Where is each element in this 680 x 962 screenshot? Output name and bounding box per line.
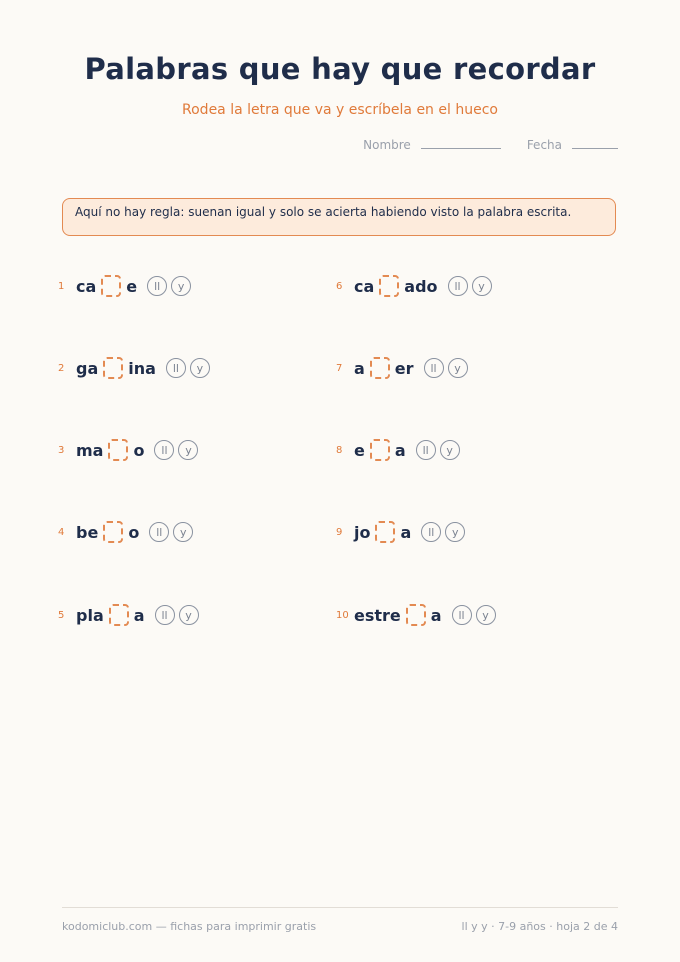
- word: [354, 357, 414, 379]
- exercise-item: [336, 518, 465, 546]
- letter-blank[interactable]: [103, 521, 123, 543]
- option-y[interactable]: y: [476, 605, 496, 625]
- option-y[interactable]: y: [472, 276, 492, 296]
- option-ll[interactable]: ll: [147, 276, 167, 296]
- exercise-item: [58, 601, 199, 629]
- page-title: Palabras que hay que recordar: [84, 52, 596, 86]
- exercise-item: [336, 436, 460, 464]
- exercise-item: [58, 272, 191, 300]
- item-number: 2: [58, 362, 65, 374]
- item-number: 1: [58, 280, 65, 292]
- option-y[interactable]: y: [440, 440, 460, 460]
- name-label: Nombre: [363, 138, 411, 152]
- word-end: a: [133, 605, 145, 625]
- item-number: 7: [336, 362, 343, 374]
- word: [76, 357, 156, 379]
- word-start: e: [354, 440, 365, 460]
- word-start: ca: [354, 276, 375, 296]
- word: [354, 604, 442, 626]
- letter-options: [421, 522, 465, 542]
- word-start: a: [354, 358, 365, 378]
- word-end: ado: [404, 276, 438, 296]
- item-number: 9: [336, 526, 343, 538]
- letter-options: [149, 522, 193, 542]
- letter-blank[interactable]: [370, 439, 390, 461]
- word-end: a: [400, 522, 412, 542]
- word: [354, 275, 438, 297]
- item-number: 10: [336, 609, 349, 621]
- word: [76, 521, 139, 543]
- name-blank[interactable]: [421, 138, 501, 149]
- option-ll[interactable]: ll: [448, 276, 468, 296]
- rule-text: Aquí no hay regla: suenan igual y solo se acierta habiendo visto la palabra escrita.: [75, 205, 572, 219]
- word-end: a: [394, 440, 406, 460]
- option-ll[interactable]: ll: [416, 440, 436, 460]
- exercise-item: [58, 518, 193, 546]
- option-ll[interactable]: ll: [166, 358, 186, 378]
- option-y[interactable]: y: [190, 358, 210, 378]
- letter-blank[interactable]: [406, 604, 426, 626]
- option-y[interactable]: y: [448, 358, 468, 378]
- word-start: ga: [76, 358, 99, 378]
- letter-options: [166, 358, 210, 378]
- exercise-item: [336, 272, 492, 300]
- rule-note: [62, 198, 616, 236]
- footer-sheet-info: ll y y · 7-9 años · hoja 2 de 4: [461, 920, 618, 933]
- word-start: pla: [76, 605, 104, 625]
- option-ll[interactable]: ll: [155, 605, 175, 625]
- letter-options: [448, 276, 492, 296]
- option-ll[interactable]: ll: [452, 605, 472, 625]
- word-start: ca: [76, 276, 97, 296]
- word: [76, 275, 137, 297]
- word-end: e: [126, 276, 138, 296]
- exercise-item: [336, 354, 468, 382]
- letter-blank[interactable]: [101, 275, 121, 297]
- option-ll[interactable]: ll: [421, 522, 441, 542]
- name-date-fields: [363, 138, 618, 152]
- word-end: o: [133, 440, 145, 460]
- word-end: er: [394, 358, 414, 378]
- word-start: estre: [354, 605, 401, 625]
- item-number: 5: [58, 609, 65, 621]
- page-subtitle: Rodea la letra que va y escríbela en el hueco: [182, 102, 498, 118]
- footer-divider: [62, 907, 618, 908]
- item-number: 3: [58, 444, 65, 456]
- letter-options: [154, 440, 198, 460]
- letter-blank[interactable]: [375, 521, 395, 543]
- letter-blank[interactable]: [370, 357, 390, 379]
- word-start: jo: [354, 522, 371, 542]
- word-start: be: [76, 522, 99, 542]
- letter-options: [147, 276, 191, 296]
- footer-site: kodomiclub.com — fichas para imprimir gratis: [62, 920, 317, 933]
- letter-blank[interactable]: [109, 604, 129, 626]
- option-y[interactable]: y: [179, 605, 199, 625]
- date-blank[interactable]: [572, 138, 618, 149]
- word-end: ina: [128, 358, 156, 378]
- word-end: a: [430, 605, 442, 625]
- letter-blank[interactable]: [379, 275, 399, 297]
- letter-options: [424, 358, 468, 378]
- word: [76, 439, 144, 461]
- letter-options: [155, 605, 199, 625]
- date-label: Fecha: [526, 138, 562, 152]
- option-y[interactable]: y: [173, 522, 193, 542]
- exercise-item: [336, 601, 496, 629]
- word: [76, 604, 145, 626]
- option-ll[interactable]: ll: [424, 358, 444, 378]
- item-number: 8: [336, 444, 343, 456]
- exercise-item: [58, 354, 210, 382]
- option-ll[interactable]: ll: [154, 440, 174, 460]
- option-ll[interactable]: ll: [149, 522, 169, 542]
- letter-blank[interactable]: [108, 439, 128, 461]
- item-number: 4: [58, 526, 65, 538]
- letter-options: [452, 605, 496, 625]
- word: [354, 521, 411, 543]
- option-y[interactable]: y: [171, 276, 191, 296]
- word-end: o: [128, 522, 140, 542]
- option-y[interactable]: y: [445, 522, 465, 542]
- word-start: ma: [76, 440, 104, 460]
- letter-options: [416, 440, 460, 460]
- item-number: 6: [336, 280, 343, 292]
- letter-blank[interactable]: [103, 357, 123, 379]
- exercise-item: [58, 436, 198, 464]
- option-y[interactable]: y: [178, 440, 198, 460]
- word: [354, 439, 406, 461]
